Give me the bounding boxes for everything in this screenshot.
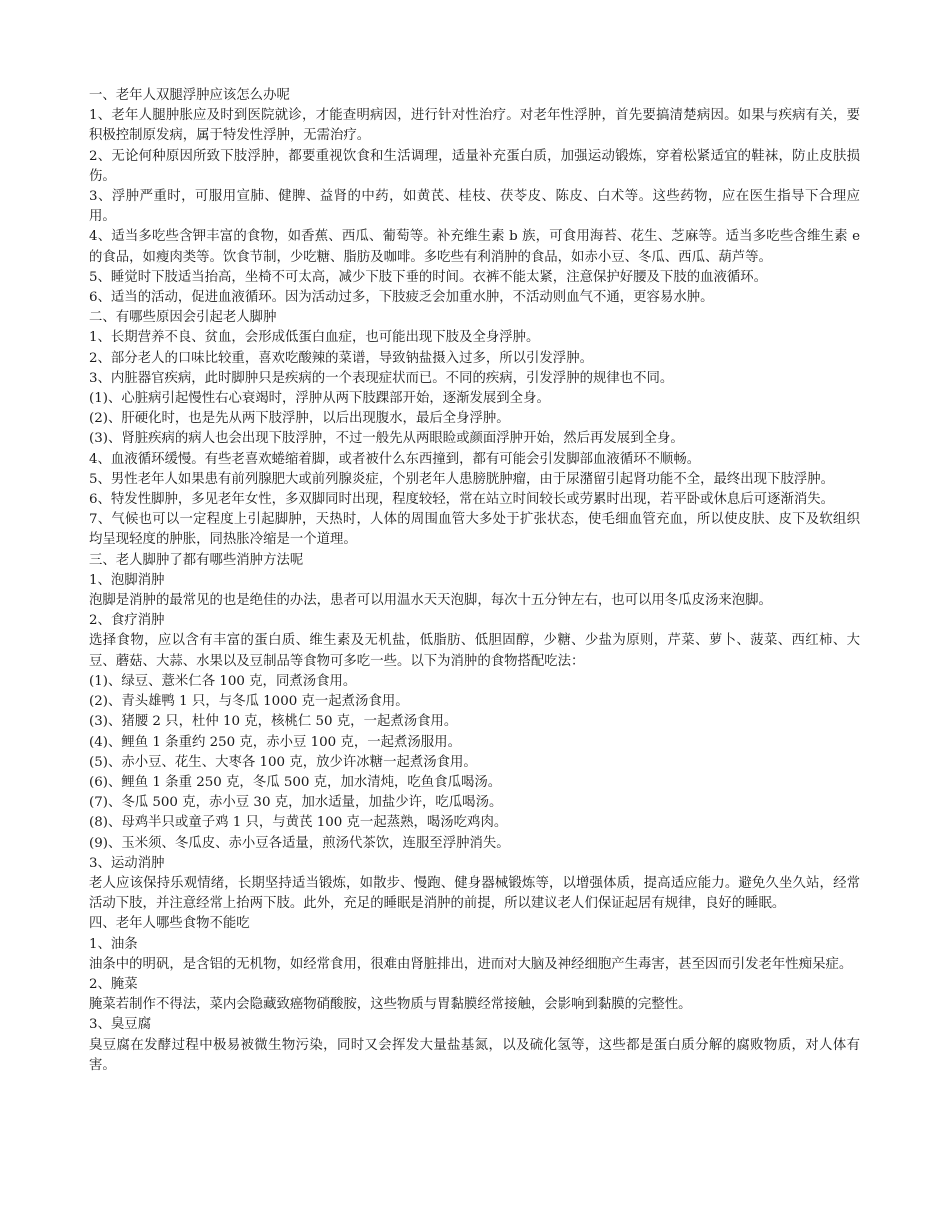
heading-section-2: 二、有哪些原因会引起老人脚肿 [89,310,277,326]
paragraph: 6、适当的活动，促进血液循环。因为活动过多，下肢疲乏会加重水肿，不活动则血气不通，更容易水肿。 [89,290,714,306]
paragraph: 1、长期营养不良、贫血，会形成低蛋白血症，也可能出现下肢及全身浮肿。 [89,330,540,346]
subheading: 3、臭豆腐 [89,1017,152,1033]
paragraph: 3、内脏器官疾病，此时脚肿只是疾病的一个表现症状而已。不同的疾病，引发浮肿的规律也不同。 [89,370,674,386]
paragraph: 臭豆腐在发酵过程中极易被微生物污染，同时又会挥发大量盐基氮，以及硫化氢等，这些都是蛋白质分解的腐败物质，对人体有害。 [89,1037,860,1073]
recipe-item: (3)、猪腰 2 只，杜仲 10 克，核桃仁 50 克，一起煮汤食用。 [89,714,458,730]
paragraph: (3)、肾脏疾病的病人也会出现下肢浮肿，不过一般先从两眼睑或颜面浮肿开始，然后再发展到全身。 [89,431,684,447]
paragraph: 3、浮肿严重时，可服用宣肺、健脾、益肾的中药，如黄芪、桂枝、茯苓皮、陈皮、白术等。这些药物，应在医生指导下合理应用。 [89,189,860,225]
heading-section-3: 三、老人脚肿了都有哪些消肿方法呢 [89,552,304,568]
recipe-item: (6)、鲤鱼 1 条重 250 克，冬瓜 500 克，加水清炖，吃鱼食瓜喝汤。 [89,774,502,790]
recipe-item: (4)、鲤鱼 1 条重约 250 克，赤小豆 100 克，一起煮汤服用。 [89,734,461,750]
paragraph: (1)、心脏病引起慢性右心衰竭时，浮肿从两下肢踝部开始，逐渐发展到全身。 [89,391,550,407]
recipe-item: (2)、青头雄鸭 1 只，与冬瓜 1000 克一起煮汤食用。 [89,694,409,710]
paragraph: 选择食物，应以含有丰富的蛋白质、维生素及无机盐，低脂肪、低胆固醇，少糖、少盐为原则，芹菜、萝卜、菠菜、西红柿、大豆、蘑菇、大蒜、水果以及豆制品等食物可多吃一些。以下为消肿的食物搭配吃法： [89,633,860,669]
paragraph: 7、气候也可以一定程度上引起脚肿，天热时，人体的周围血管大多处于扩张状态，使毛细血管充血，所以使皮肤、皮下及软组织均呈现轻度的肿胀，同热胀冷缩是一个道理。 [89,512,860,548]
paragraph: 2、无论何种原因所致下肢浮肿，都要重视饮食和生活调理，适量补充蛋白质，加强运动锻炼，穿着松紧适宜的鞋袜，防止皮肤损伤。 [89,148,860,184]
recipe-item: (9)、玉米须、冬瓜皮、赤小豆各适量，煎汤代茶饮，连服至浮肿消失。 [89,835,510,851]
subheading: 2、食疗消肿 [89,613,165,629]
paragraph: 2、部分老人的口味比较重，喜欢吃酸辣的菜谱，导致钠盐摄入过多，所以引发浮肿。 [89,350,593,366]
recipe-item: (1)、绿豆、薏米仁各 100 克，同煮汤食用。 [89,673,357,689]
paragraph: (2)、肝硬化时，也是先从两下肢浮肿，以后出现腹水，最后全身浮肿。 [89,411,510,427]
subheading: 2、腌菜 [89,976,138,992]
recipe-item: (5)、赤小豆、花生、大枣各 100 克，放少许冰糖一起煮汤食用。 [89,754,477,770]
document-body [89,86,860,1076]
subheading: 3、运动消肿 [89,855,165,871]
paragraph: 4、适当多吃些含钾丰富的食物，如香蕉、西瓜、葡萄等。补充维生素 b 族，可食用海苔、花生、芝麻等。适当多吃些含维生素 e 的食品，如瘦肉类等。饮食节制，少吃糖、脂肪及咖啡。多吃些有利消肿的食品，如赤小豆、冬瓜、西瓜、葫芦等。 [89,229,860,265]
paragraph: 5、睡觉时下肢适当抬高，坐椅不可太高，减少下肢下垂的时间。衣裤不能太紧，注意保护好腰及下肢的血液循环。 [89,269,768,285]
subheading: 1、泡脚消肿 [89,572,165,588]
paragraph: 5、男性老年人如果患有前列腺肥大或前列腺炎症，个别老年人患膀胱肿瘤，由于尿潴留引起肾功能不全，最终出现下肢浮肿。 [89,471,834,487]
paragraph: 1、老年人腿肿胀应及时到医院就诊，才能查明病因，进行针对性治疗。对老年性浮肿，首先要搞清楚病因。如果与疾病有关，要积极控制原发病，属于特发性浮肿，无需治疗。 [89,108,860,144]
paragraph: 腌菜若制作不得法，菜内会隐藏致癌物硝酸胺，这些物质与胃黏膜经常接触，会影响到黏膜的完整性。 [89,997,692,1013]
subheading: 1、油条 [89,936,138,952]
heading-section-4: 四、老年人哪些食物不能吃 [89,916,250,932]
paragraph: 泡脚是消肿的最常见的也是绝佳的办法，患者可以用温水天天泡脚，每次十五分钟左右，也可以用冬瓜皮汤来泡脚。 [89,593,772,609]
paragraph: 6、特发性脚肿，多见老年女性，多双脚同时出现，程度较轻，常在站立时间较长或劳累时出现，若平卧或休息后可逐渐消失。 [89,492,834,508]
paragraph: 4、血液循环缓慢。有些老喜欢蜷缩着脚，或者被什么东西撞到，都有可能会引发脚部血液循环不顺畅。 [89,451,701,467]
paragraph: 老人应该保持乐观情绪，长期坚持适当锻炼，如散步、慢跑、健身器械锻炼等，以增强体质，提高适应能力。避免久坐久站，经常活动下肢，并注意经常上抬两下肢。此外，充足的睡眠是消肿的前提，所以建议老人们保证起居有规律，良好的睡眠。 [89,875,860,912]
paragraph: 油条中的明矾，是含铝的无机物，如经常食用，很难由肾脏排出，进而对大脑及神经细胞产生毒害，甚至因而引发老年性痴呆症。 [89,956,853,972]
recipe-item: (7)、冬瓜 500 克，赤小豆 30 克，加水适量，加盐少许，吃瓜喝汤。 [89,795,503,811]
recipe-item: (8)、母鸡半只或童子鸡 1 只，与黄芪 100 克一起蒸熟，喝汤吃鸡肉。 [89,815,508,831]
heading-section-1: 一、老年人双腿浮肿应该怎么办呢 [89,88,290,103]
